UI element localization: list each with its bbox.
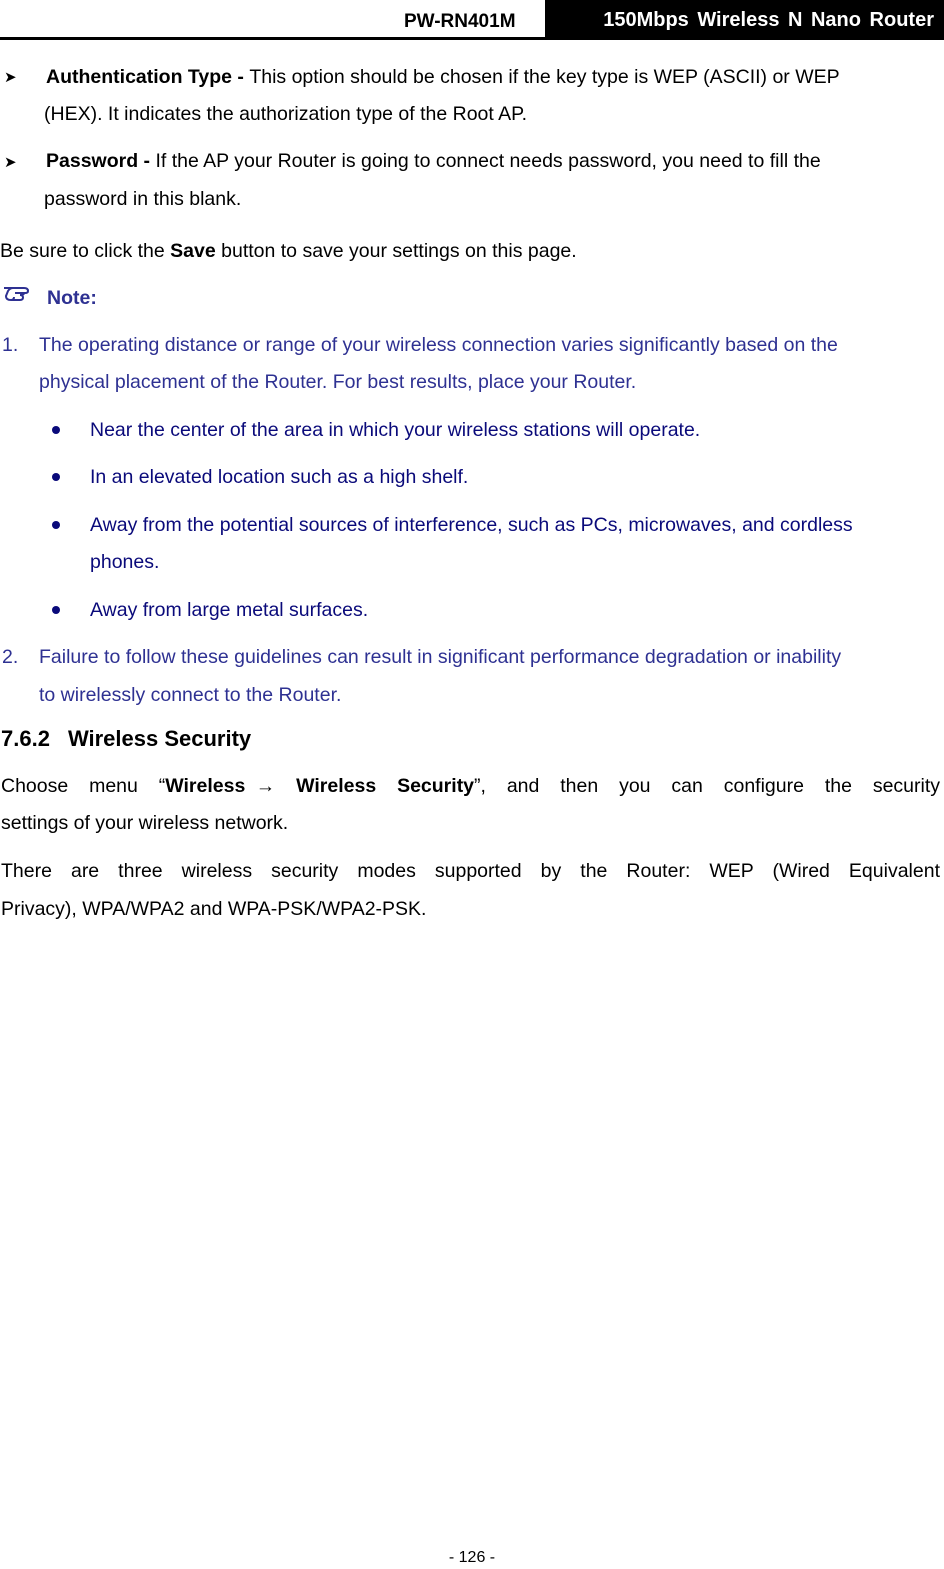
arrow-right-icon: → bbox=[255, 775, 276, 797]
header-model: PW-RN401M bbox=[404, 11, 516, 32]
save-bold: Save bbox=[170, 240, 216, 262]
note-bullet-cont: phones. bbox=[90, 551, 160, 573]
item-text-cont: (HEX). It indicates the authorization type of the Root AP. bbox=[44, 103, 528, 125]
note-bullet: Away from the potential sources of interference, such as PCs, microwaves, and cordless bbox=[90, 514, 853, 536]
header-rule bbox=[0, 37, 944, 40]
save-instruction bbox=[0, 233, 577, 270]
p1-line2: settings of your wireless network. bbox=[1, 812, 289, 834]
note-2-text-cont: to wirelessly connect to the Router. bbox=[39, 684, 342, 706]
note-bullet: Near the center of the area in which your wireless stations will operate. bbox=[90, 419, 701, 441]
item-text: If the AP your Router is going to connect needs password, you need to fill the bbox=[155, 150, 821, 172]
header-product: 150Mbps Wireless N Nano Router bbox=[545, 0, 944, 40]
bullet-dot-icon bbox=[52, 426, 60, 434]
p1-post: ”, and then you can configure the security bbox=[474, 775, 941, 797]
arrow-bullet-icon: ➤ bbox=[4, 154, 17, 171]
page-number: - 126 - bbox=[448, 1549, 496, 1566]
note-2-text: Failure to follow these guidelines can result in significant performance degradation or inability bbox=[39, 646, 842, 668]
item-text-cont: password in this blank. bbox=[44, 188, 242, 210]
section-number: 7.6.2 bbox=[1, 726, 50, 751]
menu-wireless: Wireless bbox=[165, 775, 246, 797]
note-1-text: The operating distance or range of your wireless connection varies significantly based on the bbox=[39, 334, 838, 356]
p2-line2: Privacy), WPA/WPA2 and WPA-PSK/WPA2-PSK. bbox=[1, 898, 427, 920]
note-number-2: 2. bbox=[2, 646, 19, 668]
note-bullet: In an elevated location such as a high shelf. bbox=[90, 466, 469, 488]
p1-pre: Choose menu “ bbox=[1, 775, 166, 797]
item-label: Password - bbox=[46, 150, 156, 172]
item-label: Authentication Type - bbox=[46, 66, 250, 88]
arrow-bullet-icon: ➤ bbox=[4, 69, 17, 86]
choose-menu-paragraph bbox=[1, 768, 940, 805]
note-1-text-cont: physical placement of the Router. For best results, place your Router. bbox=[39, 371, 637, 393]
section-heading bbox=[1, 720, 251, 757]
menu-wireless-security: Wireless Security bbox=[296, 775, 475, 797]
note-number-1: 1. bbox=[2, 334, 19, 356]
bullet-dot-icon bbox=[52, 521, 60, 529]
security-modes-paragraph: There are three wireless security modes supported by the Router: WEP (Wired Equivalent bbox=[1, 860, 940, 882]
note-title: Note: bbox=[47, 287, 97, 309]
bullet-dot-icon bbox=[52, 606, 60, 614]
section-title: Wireless Security bbox=[67, 726, 252, 751]
note-bullet: Away from large metal surfaces. bbox=[90, 599, 369, 621]
item-password bbox=[46, 143, 821, 180]
pointing-hand-icon bbox=[2, 282, 36, 309]
item-text: This option should be chosen if the key type is WEP (ASCII) or WEP bbox=[249, 66, 840, 88]
item-authentication-type bbox=[46, 59, 840, 96]
save-post: button to save your settings on this page. bbox=[215, 240, 577, 262]
bullet-dot-icon bbox=[52, 473, 60, 481]
page-header bbox=[0, 0, 944, 40]
save-pre: Be sure to click the bbox=[0, 240, 171, 262]
